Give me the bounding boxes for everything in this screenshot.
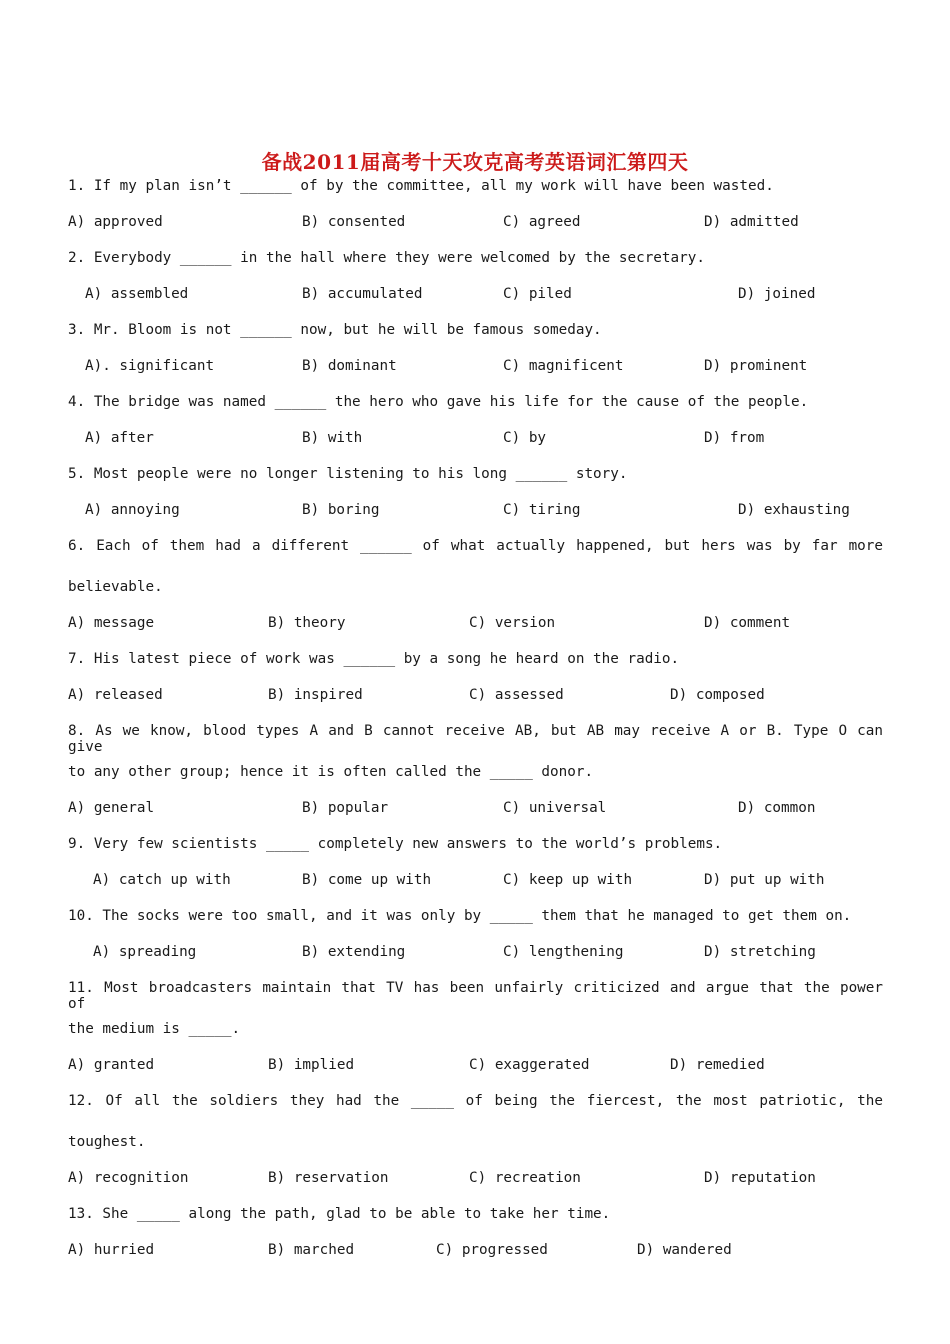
q7-option-b: B) inspired: [268, 687, 363, 703]
q9-option-a: A) catch up with: [93, 872, 231, 888]
q3-option-d: D) prominent: [704, 358, 808, 374]
q9-option-b: B) come up with: [302, 872, 432, 888]
q13-option-a: A) hurried: [68, 1242, 155, 1258]
q11-option-d: D) remedied: [670, 1057, 765, 1073]
q6-option-b: B) theory: [268, 615, 346, 631]
q5-option-d: D) exhausting: [738, 502, 850, 518]
question-8-stem: 8. As we know, blood types A and B cannot receive AB, but AB may receive A or B. Type O can give: [68, 723, 883, 755]
q7-option-a: A) released: [68, 687, 163, 703]
question-12-stem-continued: toughest.: [68, 1134, 146, 1150]
question-11-stem: 11. Most broadcasters maintain that TV has been unfairly criticized and argue that the power of: [68, 980, 883, 1012]
q11-option-c: C) exaggerated: [469, 1057, 590, 1073]
question-5-stem: 5. Most people were no longer listening to his long ______ story.: [68, 466, 628, 482]
q10-option-a: A) spreading: [93, 944, 197, 960]
q2-option-a: A) assembled: [85, 286, 189, 302]
q13-option-d: D) wandered: [637, 1242, 732, 1258]
question-12-stem: 12. Of all the soldiers they had the _____ of being the fiercest, the most patriotic, the: [68, 1093, 883, 1109]
q12-option-a: A) recognition: [68, 1170, 189, 1186]
q1-option-d: D) admitted: [704, 214, 799, 230]
q7-option-d: D) composed: [670, 687, 765, 703]
question-1-stem: 1. If my plan isn’t ______ of by the committee, all my work will have been wasted.: [68, 178, 774, 194]
q8-option-c: C) universal: [503, 800, 607, 816]
q6-option-c: C) version: [469, 615, 556, 631]
question-3-stem: 3. Mr. Bloom is not ______ now, but he will be famous someday.: [68, 322, 602, 338]
question-4-stem: 4. The bridge was named ______ the hero who gave his life for the cause of the people.: [68, 394, 809, 410]
q1-option-c: C) agreed: [503, 214, 581, 230]
q6-option-a: A) message: [68, 615, 155, 631]
q10-option-c: C) lengthening: [503, 944, 624, 960]
q1-option-b: B) consented: [302, 214, 406, 230]
q13-option-c: C) progressed: [436, 1242, 548, 1258]
q5-option-c: C) tiring: [503, 502, 581, 518]
q3-option-a: A). significant: [85, 358, 215, 374]
q6-option-d: D) comment: [704, 615, 791, 631]
q9-option-c: C) keep up with: [503, 872, 633, 888]
q8-option-a: A) general: [68, 800, 155, 816]
question-7-stem: 7. His latest piece of work was ______ by a song he heard on the radio.: [68, 651, 680, 667]
q13-option-b: B) marched: [268, 1242, 355, 1258]
q2-option-c: C) piled: [503, 286, 572, 302]
question-2-stem: 2. Everybody ______ in the hall where they were welcomed by the secretary.: [68, 250, 705, 266]
q5-option-a: A) annoying: [85, 502, 180, 518]
q5-option-b: B) boring: [302, 502, 380, 518]
q4-option-d: D) from: [704, 430, 765, 446]
q8-option-d: D) common: [738, 800, 816, 816]
q9-option-d: D) put up with: [704, 872, 825, 888]
q4-option-c: C) by: [503, 430, 547, 446]
page-title: 备战2011届高考十天攻克高考英语词汇第四天: [261, 150, 689, 174]
q3-option-c: C) magnificent: [503, 358, 624, 374]
q12-option-b: B) reservation: [268, 1170, 389, 1186]
q1-option-a: A) approved: [68, 214, 163, 230]
question-6-stem: 6. Each of them had a different ______ of what actually happened, but hers was by far more: [68, 538, 883, 554]
question-13-stem: 13. She _____ along the path, glad to be able to take her time.: [68, 1206, 611, 1222]
q10-option-b: B) extending: [302, 944, 406, 960]
question-8-stem-continued: to any other group; hence it is often called the _____ donor.: [68, 764, 594, 780]
q7-option-c: C) assessed: [469, 687, 564, 703]
question-10-stem: 10. The socks were too small, and it was only by _____ them that he managed to get them on.: [68, 908, 852, 924]
question-6-stem-continued: believable.: [68, 579, 163, 595]
q4-option-b: B) with: [302, 430, 363, 446]
q2-option-b: B) accumulated: [302, 286, 423, 302]
q8-option-b: B) popular: [302, 800, 389, 816]
q4-option-a: A) after: [85, 430, 154, 446]
q2-option-d: D) joined: [738, 286, 816, 302]
q12-option-d: D) reputation: [704, 1170, 816, 1186]
q3-option-b: B) dominant: [302, 358, 397, 374]
question-9-stem: 9. Very few scientists _____ completely new answers to the world’s problems.: [68, 836, 723, 852]
q10-option-d: D) stretching: [704, 944, 816, 960]
question-11-stem-continued: the medium is _____.: [68, 1021, 241, 1037]
q11-option-b: B) implied: [268, 1057, 355, 1073]
q12-option-c: C) recreation: [469, 1170, 581, 1186]
q11-option-a: A) granted: [68, 1057, 155, 1073]
